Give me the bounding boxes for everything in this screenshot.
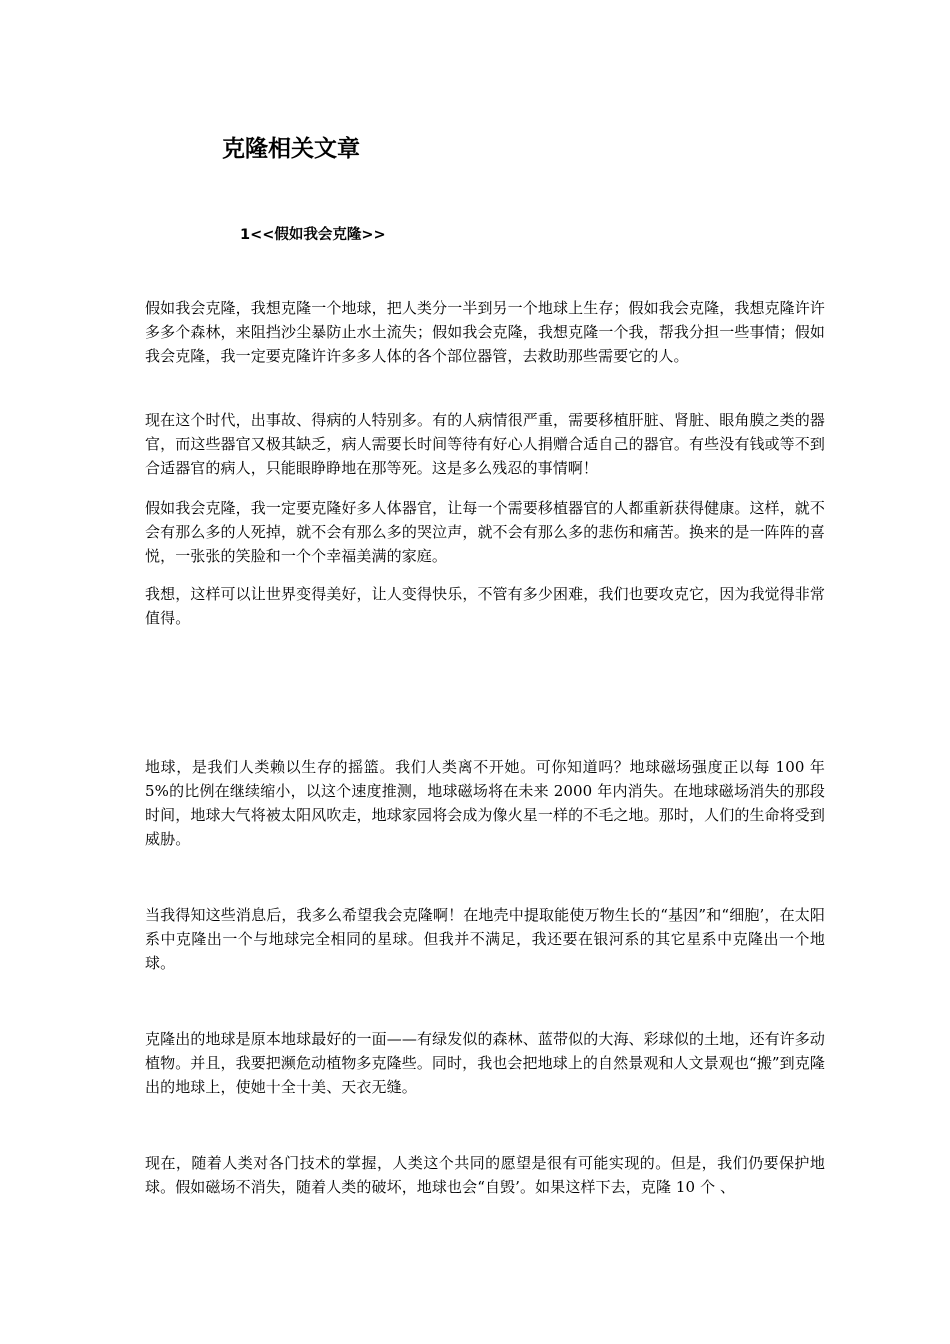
paragraph-6: 当我得知这些消息后，我多么希望我会克隆啊！在地壳中提取能使万物生长的“基因”和“细胞’，在太阳系中克隆出一个与地球完全相同的星球。但我并不满足，我还要在银河系的其它星系中克隆出一个地球。 — [145, 906, 825, 972]
paragraph-1: 假如我会克隆，我想克隆一个地球，把人类分一半到另一个地球上生存；假如我会克隆，我想克隆许许多多个森林，来阻挡沙尘暴防止水土流失；假如我会克隆，我想克隆一个我，帮我分担一些事情；假如我会克隆，我一定要克隆许许多多人体的各个部位器管，去救助那些需要它的人。 — [145, 299, 825, 365]
paragraph-3: 假如我会克隆，我一定要克隆好多人体器官，让每一个需要移植器官的人都重新获得健康。这样，就不会有那么多的人死掉，就不会有那么多的哭泣声，就不会有那么多的悲伤和痛苦。换来的是一阵阵的喜悦，一张张的笑脸和一个个幸福美满的家庭。 — [145, 499, 825, 565]
paragraph-5: 地球，是我们人类赖以生存的摇篮。我们人类离不开她。可你知道吗？地球磁场强度正以每 100 年 5%的比例在继续缩小，以这个速度推测，地球磁场将在未来 2000 年内消失。在地球磁场消失的那段时间，地球大气将被太阳风吹走，地球家园将会成为像火星一样的不毛之地。那时，人们的生命将受到威胁。 — [145, 758, 825, 848]
section-title: 1<<假如我会克隆>> — [240, 227, 386, 243]
paragraph-2: 现在这个时代，出事故、得病的人特别多。有的人病情很严重，需要移植肝脏、肾脏、眼角膜之类的器官，而这些器官又极其缺乏，病人需要长时间等待有好心人捐赠合适自己的器官。有些没有钱或等不到合适器官的病人，只能眼睁睁地在那等死。这是多么残忍的事情啊！ — [145, 411, 825, 477]
paragraph-7: 克隆出的地球是原本地球最好的一面——有绿发似的森林、蓝带似的大海、彩球似的土地，还有许多动植物。并且，我要把濒危动植物多克隆些。同时，我也会把地球上的自然景观和人文景观也“搬”到克隆出的地球上，使她十全十美、天衣无缝。 — [145, 1030, 825, 1096]
paragraph-4: 我想，这样可以让世界变得美好，让人变得快乐，不管有多少困难，我们也要攻克它，因为我觉得非常值得。 — [145, 585, 825, 627]
document-title: 克隆相关文章 — [222, 136, 360, 162]
paragraph-8: 现在，随着人类对各门技术的掌握，人类这个共同的愿望是很有可能实现的。但是，我们仍要保护地球。假如磁场不消失，随着人类的破坏，地球也会“自毁’。如果这样下去，克隆 10 个 、 — [145, 1154, 825, 1196]
